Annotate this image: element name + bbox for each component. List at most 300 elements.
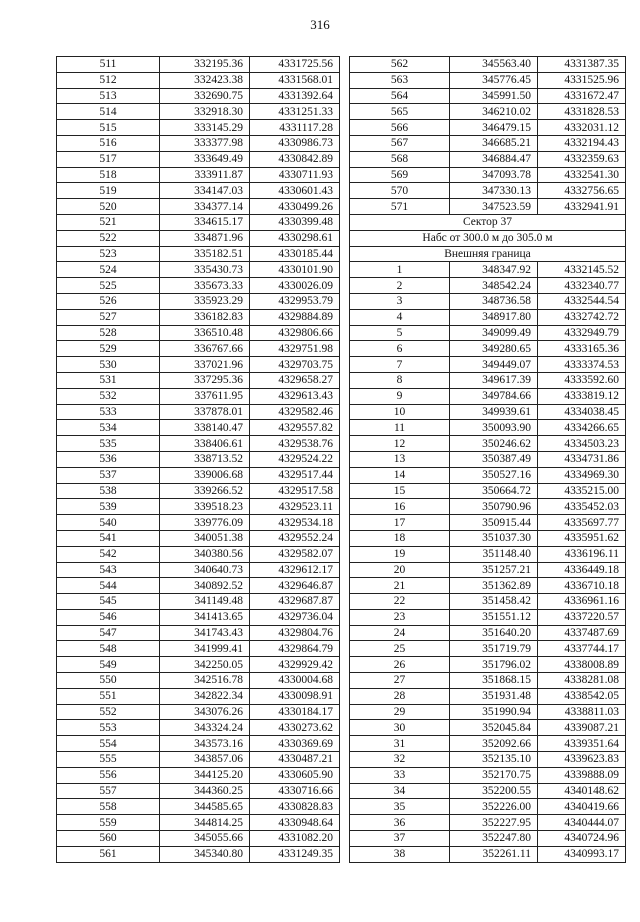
x-coordinate: 336182.83	[160, 309, 250, 325]
y-coordinate: 4330711.93	[250, 167, 340, 183]
x-coordinate: 350527.16	[450, 467, 538, 483]
point-number: 20	[350, 562, 450, 578]
y-coordinate: 4332031.12	[538, 120, 626, 136]
point-number: 15	[350, 483, 450, 499]
point-number: 33	[350, 767, 450, 783]
table-row	[350, 151, 626, 167]
point-number: 19	[350, 546, 450, 562]
point-number: 547	[57, 625, 160, 641]
point-number: 522	[57, 230, 160, 246]
y-coordinate: 4330828.83	[250, 799, 340, 815]
y-coordinate: 4333374.53	[538, 357, 626, 373]
table-row	[57, 72, 340, 88]
y-coordinate: 4329582.46	[250, 404, 340, 420]
point-number: 536	[57, 451, 160, 467]
table-row	[350, 799, 626, 815]
x-coordinate: 332423.38	[160, 72, 250, 88]
point-number: 564	[350, 88, 450, 104]
x-coordinate: 343324.24	[160, 720, 250, 736]
y-coordinate: 4329884.89	[250, 309, 340, 325]
point-number: 526	[57, 293, 160, 309]
table-row	[57, 546, 340, 562]
table-row	[57, 167, 340, 183]
y-coordinate: 4334503.23	[538, 436, 626, 452]
x-coordinate: 344125.20	[160, 767, 250, 783]
table-row	[57, 388, 340, 404]
x-coordinate: 342516.78	[160, 673, 250, 689]
x-coordinate: 350915.44	[450, 515, 538, 531]
table-row	[57, 57, 340, 73]
y-coordinate: 4335951.62	[538, 530, 626, 546]
point-number: 520	[57, 199, 160, 215]
x-coordinate: 334871.96	[160, 230, 250, 246]
point-number: 21	[350, 578, 450, 594]
point-number: 27	[350, 673, 450, 689]
point-number: 545	[57, 594, 160, 610]
point-number: 569	[350, 167, 450, 183]
x-coordinate: 335182.51	[160, 246, 250, 262]
point-number: 538	[57, 483, 160, 499]
x-coordinate: 351037.30	[450, 530, 538, 546]
table-row	[57, 325, 340, 341]
table-row	[57, 594, 340, 610]
point-number: 515	[57, 120, 160, 136]
x-coordinate: 352170.75	[450, 767, 538, 783]
x-coordinate: 351990.94	[450, 704, 538, 720]
x-coordinate: 341149.48	[160, 594, 250, 610]
coordinates-table-right	[349, 56, 626, 863]
table-row	[57, 104, 340, 120]
y-coordinate: 4338811.03	[538, 704, 626, 720]
table-row	[350, 846, 626, 862]
table-row	[350, 372, 626, 388]
point-number: 548	[57, 641, 160, 657]
table-row	[57, 262, 340, 278]
point-number: 559	[57, 815, 160, 831]
x-coordinate: 348542.24	[450, 278, 538, 294]
x-coordinate: 342250.05	[160, 657, 250, 673]
point-number: 5	[350, 325, 450, 341]
table-row	[350, 736, 626, 752]
x-coordinate: 343076.26	[160, 704, 250, 720]
sector-height-range: Набс от 300.0 м до 305.0 м	[350, 230, 626, 246]
table-row	[350, 404, 626, 420]
x-coordinate: 334147.03	[160, 183, 250, 199]
point-number: 511	[57, 57, 160, 73]
table-row	[350, 530, 626, 546]
table-row	[350, 72, 626, 88]
y-coordinate: 4336961.16	[538, 594, 626, 610]
point-number: 539	[57, 499, 160, 515]
x-coordinate: 347523.59	[450, 199, 538, 215]
x-coordinate: 350664.72	[450, 483, 538, 499]
table-row	[57, 846, 340, 862]
x-coordinate: 344585.65	[160, 799, 250, 815]
table-row	[350, 57, 626, 73]
table-row	[57, 151, 340, 167]
y-coordinate: 4340724.96	[538, 831, 626, 847]
y-coordinate: 4332340.77	[538, 278, 626, 294]
y-coordinate: 4332145.52	[538, 262, 626, 278]
y-coordinate: 4335697.77	[538, 515, 626, 531]
point-number: 565	[350, 104, 450, 120]
x-coordinate: 348347.92	[450, 262, 538, 278]
x-coordinate: 332918.30	[160, 104, 250, 120]
sector-boundary-label: Внешняя граница	[350, 246, 626, 262]
x-coordinate: 345340.80	[160, 846, 250, 862]
y-coordinate: 4330605.90	[250, 767, 340, 783]
table-row	[350, 262, 626, 278]
x-coordinate: 348917.80	[450, 309, 538, 325]
point-number: 22	[350, 594, 450, 610]
x-coordinate: 352227.95	[450, 815, 538, 831]
y-coordinate: 4334038.45	[538, 404, 626, 420]
x-coordinate: 351796.02	[450, 657, 538, 673]
table-row	[57, 230, 340, 246]
y-coordinate: 4330399.48	[250, 214, 340, 230]
x-coordinate: 348736.58	[450, 293, 538, 309]
x-coordinate: 342822.34	[160, 688, 250, 704]
x-coordinate: 345991.50	[450, 88, 538, 104]
table-row	[57, 372, 340, 388]
x-coordinate: 339006.68	[160, 467, 250, 483]
table-row	[57, 499, 340, 515]
point-number: 533	[57, 404, 160, 420]
table-row	[350, 357, 626, 373]
point-number: 17	[350, 515, 450, 531]
y-coordinate: 4338008.89	[538, 657, 626, 673]
y-coordinate: 4339351.64	[538, 736, 626, 752]
x-coordinate: 333911.87	[160, 167, 250, 183]
x-coordinate: 346685.21	[450, 135, 538, 151]
x-coordinate: 344814.25	[160, 815, 250, 831]
point-number: 530	[57, 357, 160, 373]
table-row	[57, 199, 340, 215]
table-row	[350, 88, 626, 104]
y-coordinate: 4329736.04	[250, 609, 340, 625]
table-row	[57, 293, 340, 309]
x-coordinate: 351640.20	[450, 625, 538, 641]
y-coordinate: 4329658.27	[250, 372, 340, 388]
x-coordinate: 350790.96	[450, 499, 538, 515]
table-row	[57, 404, 340, 420]
y-coordinate: 4338281.08	[538, 673, 626, 689]
point-number: 34	[350, 783, 450, 799]
point-number: 28	[350, 688, 450, 704]
point-number: 568	[350, 151, 450, 167]
y-coordinate: 4329751.98	[250, 341, 340, 357]
point-number: 528	[57, 325, 160, 341]
point-number: 541	[57, 530, 160, 546]
sector-title: Сектор 37	[350, 214, 626, 230]
table-row	[57, 278, 340, 294]
x-coordinate: 338140.47	[160, 420, 250, 436]
table-row	[57, 120, 340, 136]
y-coordinate: 4340444.07	[538, 815, 626, 831]
x-coordinate: 345055.66	[160, 831, 250, 847]
table-row	[57, 515, 340, 531]
x-coordinate: 333377.98	[160, 135, 250, 151]
point-number: 534	[57, 420, 160, 436]
point-number: 13	[350, 451, 450, 467]
point-number: 566	[350, 120, 450, 136]
point-number: 7	[350, 357, 450, 373]
x-coordinate: 346884.47	[450, 151, 538, 167]
x-coordinate: 335923.29	[160, 293, 250, 309]
y-coordinate: 4330842.89	[250, 151, 340, 167]
point-number: 25	[350, 641, 450, 657]
y-coordinate: 4329517.44	[250, 467, 340, 483]
y-coordinate: 4330004.68	[250, 673, 340, 689]
table-row	[350, 436, 626, 452]
point-number: 517	[57, 151, 160, 167]
x-coordinate: 339518.23	[160, 499, 250, 515]
y-coordinate: 4330986.73	[250, 135, 340, 151]
point-number: 514	[57, 104, 160, 120]
point-number: 30	[350, 720, 450, 736]
point-number: 537	[57, 467, 160, 483]
y-coordinate: 4333592.60	[538, 372, 626, 388]
y-coordinate: 4331525.96	[538, 72, 626, 88]
table-row	[350, 720, 626, 736]
table-row	[57, 357, 340, 373]
y-coordinate: 4331725.56	[250, 57, 340, 73]
point-number: 3	[350, 293, 450, 309]
table-row	[57, 625, 340, 641]
table-row	[57, 451, 340, 467]
x-coordinate: 343573.16	[160, 736, 250, 752]
x-coordinate: 337878.01	[160, 404, 250, 420]
x-coordinate: 345563.40	[450, 57, 538, 73]
point-number: 527	[57, 309, 160, 325]
x-coordinate: 339776.09	[160, 515, 250, 531]
y-coordinate: 4330499.26	[250, 199, 340, 215]
x-coordinate: 352200.55	[450, 783, 538, 799]
point-number: 558	[57, 799, 160, 815]
x-coordinate: 337295.36	[160, 372, 250, 388]
table-row	[57, 88, 340, 104]
y-coordinate: 4336196.11	[538, 546, 626, 562]
table-row	[57, 831, 340, 847]
y-coordinate: 4337220.57	[538, 609, 626, 625]
x-coordinate: 333145.29	[160, 120, 250, 136]
table-row	[57, 530, 340, 546]
table-row	[350, 831, 626, 847]
x-coordinate: 351148.40	[450, 546, 538, 562]
table-row	[350, 704, 626, 720]
table-row	[350, 199, 626, 215]
y-coordinate: 4329613.43	[250, 388, 340, 404]
table-row	[350, 341, 626, 357]
table-row	[350, 293, 626, 309]
x-coordinate: 334615.17	[160, 214, 250, 230]
y-coordinate: 4330487.21	[250, 752, 340, 768]
y-coordinate: 4332756.65	[538, 183, 626, 199]
y-coordinate: 4331568.01	[250, 72, 340, 88]
x-coordinate: 351868.15	[450, 673, 538, 689]
point-number: 555	[57, 752, 160, 768]
point-number: 529	[57, 341, 160, 357]
y-coordinate: 4329534.18	[250, 515, 340, 531]
y-coordinate: 4329524.22	[250, 451, 340, 467]
point-number: 516	[57, 135, 160, 151]
table-row	[350, 278, 626, 294]
x-coordinate: 340051.38	[160, 530, 250, 546]
x-coordinate: 352247.80	[450, 831, 538, 847]
y-coordinate: 4329582.07	[250, 546, 340, 562]
point-number: 521	[57, 214, 160, 230]
table-row	[350, 641, 626, 657]
table-row	[350, 657, 626, 673]
y-coordinate: 4335452.03	[538, 499, 626, 515]
y-coordinate: 4334266.65	[538, 420, 626, 436]
table-row	[350, 167, 626, 183]
table-row	[350, 309, 626, 325]
x-coordinate: 332690.75	[160, 88, 250, 104]
y-coordinate: 4329687.87	[250, 594, 340, 610]
y-coordinate: 4332941.91	[538, 199, 626, 215]
point-number: 35	[350, 799, 450, 815]
y-coordinate: 4329929.42	[250, 657, 340, 673]
y-coordinate: 4337487.69	[538, 625, 626, 641]
point-number: 32	[350, 752, 450, 768]
x-coordinate: 352045.84	[450, 720, 538, 736]
y-coordinate: 4339888.09	[538, 767, 626, 783]
table-row	[57, 309, 340, 325]
table-row	[57, 609, 340, 625]
table-row	[57, 562, 340, 578]
table-row	[57, 483, 340, 499]
y-coordinate: 4330369.69	[250, 736, 340, 752]
point-number: 1	[350, 262, 450, 278]
table-row	[350, 104, 626, 120]
table-row	[350, 467, 626, 483]
y-coordinate: 4331828.53	[538, 104, 626, 120]
y-coordinate: 4329953.79	[250, 293, 340, 309]
y-coordinate: 4330101.90	[250, 262, 340, 278]
table-row	[57, 673, 340, 689]
table-row	[350, 120, 626, 136]
table-row	[57, 341, 340, 357]
table-row	[57, 467, 340, 483]
y-coordinate: 4340148.62	[538, 783, 626, 799]
x-coordinate: 336510.48	[160, 325, 250, 341]
x-coordinate: 340892.52	[160, 578, 250, 594]
point-number: 519	[57, 183, 160, 199]
point-number: 532	[57, 388, 160, 404]
point-number: 553	[57, 720, 160, 736]
table-row	[57, 720, 340, 736]
x-coordinate: 344360.25	[160, 783, 250, 799]
y-coordinate: 4330184.17	[250, 704, 340, 720]
y-coordinate: 4329612.17	[250, 562, 340, 578]
y-coordinate: 4330026.09	[250, 278, 340, 294]
y-coordinate: 4329517.58	[250, 483, 340, 499]
point-number: 26	[350, 657, 450, 673]
point-number: 551	[57, 688, 160, 704]
y-coordinate: 4332742.72	[538, 309, 626, 325]
x-coordinate: 351931.48	[450, 688, 538, 704]
point-number: 562	[350, 57, 450, 73]
point-number: 18	[350, 530, 450, 546]
point-number: 12	[350, 436, 450, 452]
y-coordinate: 4340419.66	[538, 799, 626, 815]
y-coordinate: 4332949.79	[538, 325, 626, 341]
table-row	[350, 673, 626, 689]
table-row	[57, 135, 340, 151]
table-row	[350, 815, 626, 831]
y-coordinate: 4331249.35	[250, 846, 340, 862]
x-coordinate: 350387.49	[450, 451, 538, 467]
table-row	[350, 499, 626, 515]
point-number: 525	[57, 278, 160, 294]
table-row	[57, 736, 340, 752]
point-number: 24	[350, 625, 450, 641]
x-coordinate: 349617.39	[450, 372, 538, 388]
x-coordinate: 341999.41	[160, 641, 250, 657]
table-row	[57, 641, 340, 657]
y-coordinate: 4333819.12	[538, 388, 626, 404]
x-coordinate: 335430.73	[160, 262, 250, 278]
table-row	[57, 767, 340, 783]
table-row	[350, 420, 626, 436]
x-coordinate: 334377.14	[160, 199, 250, 215]
y-coordinate: 4330948.64	[250, 815, 340, 831]
point-number: 570	[350, 183, 450, 199]
point-number: 16	[350, 499, 450, 515]
table-row	[350, 578, 626, 594]
x-coordinate: 347330.13	[450, 183, 538, 199]
y-coordinate: 4339087.21	[538, 720, 626, 736]
x-coordinate: 336767.66	[160, 341, 250, 357]
y-coordinate: 4330098.91	[250, 688, 340, 704]
page-number: 316	[310, 17, 330, 32]
y-coordinate: 4331251.33	[250, 104, 340, 120]
x-coordinate: 338713.52	[160, 451, 250, 467]
point-number: 560	[57, 831, 160, 847]
point-number: 542	[57, 546, 160, 562]
table-row	[57, 214, 340, 230]
x-coordinate: 340380.56	[160, 546, 250, 562]
x-coordinate: 346210.02	[450, 104, 538, 120]
point-number: 543	[57, 562, 160, 578]
x-coordinate: 341413.65	[160, 609, 250, 625]
x-coordinate: 333649.49	[160, 151, 250, 167]
table-row	[57, 183, 340, 199]
point-number: 550	[57, 673, 160, 689]
y-coordinate: 4329538.76	[250, 436, 340, 452]
y-coordinate: 4336449.18	[538, 562, 626, 578]
table-row	[57, 752, 340, 768]
y-coordinate: 4338542.05	[538, 688, 626, 704]
x-coordinate: 343857.06	[160, 752, 250, 768]
point-number: 546	[57, 609, 160, 625]
y-coordinate: 4339623.83	[538, 752, 626, 768]
table-row	[350, 451, 626, 467]
point-number: 9	[350, 388, 450, 404]
point-number: 535	[57, 436, 160, 452]
point-number: 513	[57, 88, 160, 104]
x-coordinate: 349099.49	[450, 325, 538, 341]
x-coordinate: 347093.78	[450, 167, 538, 183]
x-coordinate: 332195.36	[160, 57, 250, 73]
point-number: 38	[350, 846, 450, 862]
x-coordinate: 338406.61	[160, 436, 250, 452]
table-row	[350, 594, 626, 610]
y-coordinate: 4329703.75	[250, 357, 340, 373]
table-row	[57, 815, 340, 831]
y-coordinate: 4329557.82	[250, 420, 340, 436]
